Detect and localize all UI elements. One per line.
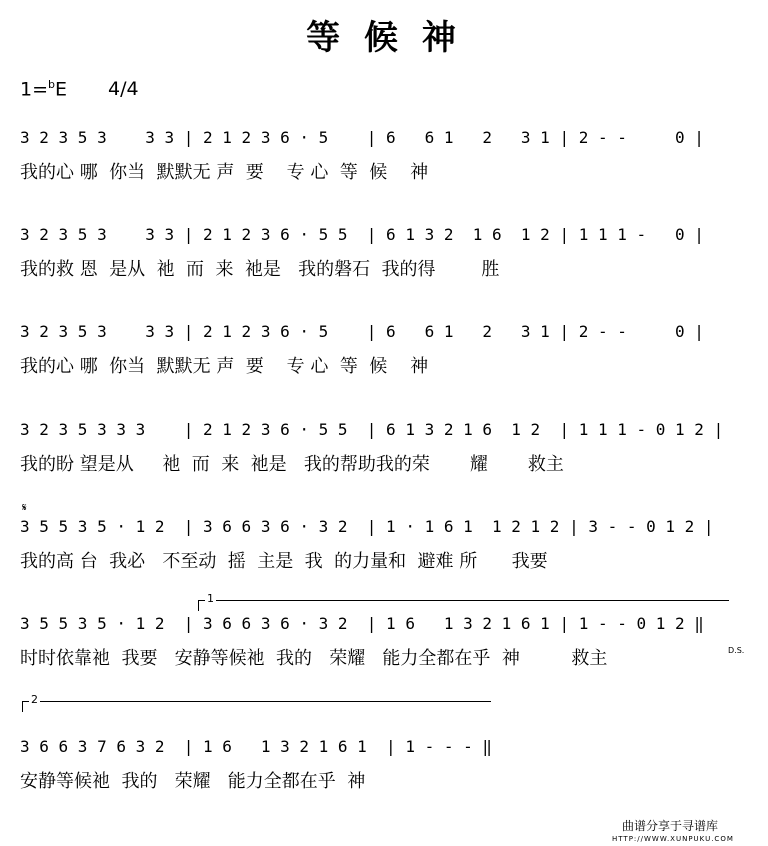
lyrics-line: 我的心 哪 你当 默默无 声 要 专 心 等 候 神: [20, 356, 429, 377]
lyrics-line: 我的盼 望是从 祂 而 来 祂是 我的帮助我的荣 耀 救主: [20, 454, 564, 475]
segno-icon: 𝄋: [22, 501, 27, 514]
notes-line: 3 5 5 3 5 · 1 2 | 3 6 6 3 6 · 3 2 | 1 · 1 6 1 1 2 1 2 | 3 - - 0 1 2 |: [20, 517, 714, 536]
notes-line: 3 2 3 5 3 3 3 | 2 1 2 3 6 · 5 | 6 6 1 2 3 1 | 2 - - 0 |: [20, 128, 704, 147]
footer-url: HTTP://WWW.XUNPUKU.COM: [612, 835, 734, 843]
lyrics-line: 我的高 台 我必 不至动 摇 主是 我 的力量和 避难 所 我要: [20, 551, 548, 572]
notes-line: 3 2 3 5 3 3 3 | 2 1 2 3 6 · 5 5 | 6 1 3 2 1 6 1 2 | 1 1 1 - 0 1 2 |: [20, 420, 724, 439]
key-signature: 1=$^b$E: [20, 78, 68, 101]
notes-line: 3 2 3 5 3 3 3 | 2 1 2 3 6 · 5 5 | 6 1 3 2 1 6 1 2 | 1 1 1 - 0 |: [20, 225, 704, 244]
notes-line: 3 5 5 3 5 · 1 2 | 3 6 6 3 6 · 3 2 | 1 6 1 3 2 1 6 1 | 1 - - 0 1 2 ‖: [20, 614, 704, 633]
song-title: 等 候 神: [306, 18, 462, 58]
lyrics-line: 时时依靠祂 我要 安静等候祂 我的 荣耀 能力全都在乎 神 救主: [20, 648, 608, 669]
notes-line: 3 6 6 3 7 6 3 2 | 1 6 1 3 2 1 6 1 | 1 - - - ‖: [20, 737, 493, 756]
footer-credit: 曲谱分享于寻谱库: [622, 819, 719, 833]
lyrics-line: 我的心 哪 你当 默默无 声 要 专 心 等 候 神: [20, 162, 429, 183]
notes-line: 3 2 3 5 3 3 3 | 2 1 2 3 6 · 5 | 6 6 1 2 3 1 | 2 - - 0 |: [20, 322, 704, 341]
lyrics-line: 我的救 恩 是从 祂 而 来 祂是 我的磐石 我的得 胜: [20, 259, 500, 280]
ds-mark: D.S.: [728, 646, 745, 655]
second-ending-bracket: 2: [22, 701, 491, 712]
lyrics-line: 安静等候祂 我的 荣耀 能力全都在乎 神: [20, 771, 366, 792]
time-signature: 4/4: [108, 78, 139, 100]
first-ending-bracket: 1: [198, 600, 729, 611]
